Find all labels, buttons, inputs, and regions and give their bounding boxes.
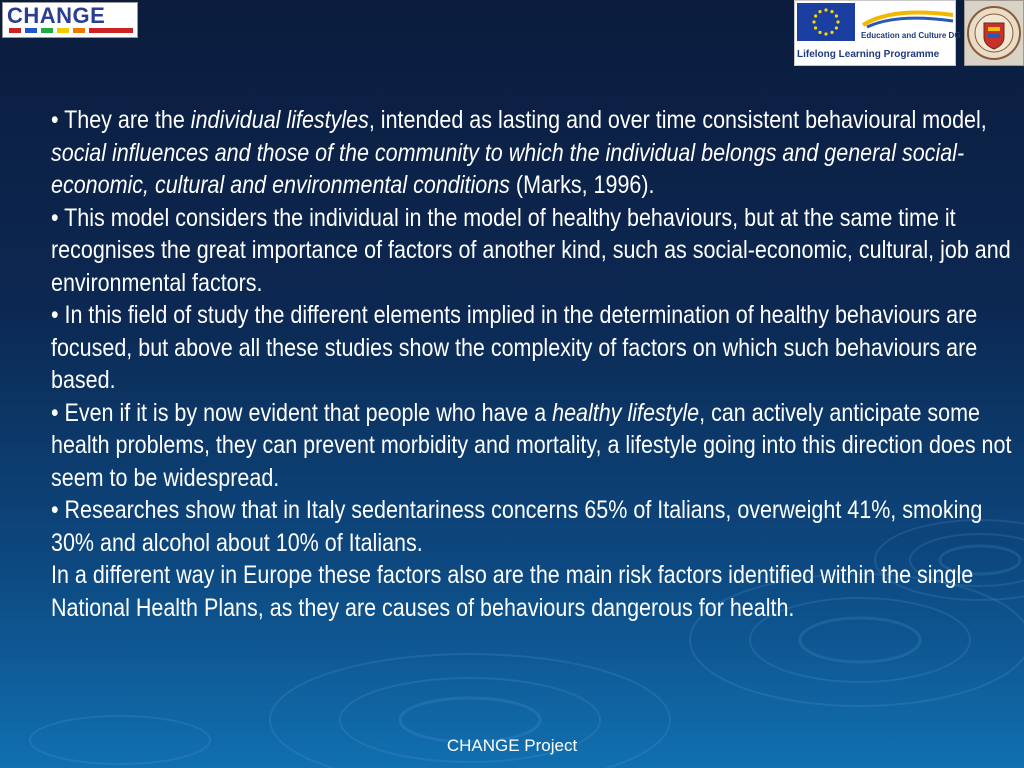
logo-color-bar (89, 28, 133, 33)
logo-color-bar (57, 28, 69, 33)
italic-text: social influences and those of the community to which the individual belongs and general social-economic, cultural and environmental conditions (51, 138, 965, 199)
text-segment: , intended as lasting and over time consistent behavioural model, (368, 106, 987, 134)
text-segment: • Even if it is by now evident that people who have a (51, 398, 553, 427)
education-culture-dg-text: Education and Culture DG (861, 31, 961, 40)
footer-text: CHANGE Project (446, 736, 578, 755)
bullet-paragraph (51, 559, 1014, 624)
text-segment: • This model considers the individual in the model of healthy behaviours, but at the same time it recognises the great importance of factors of another kind, such as social-economic, cultural, job and environmental factors. (51, 203, 1011, 297)
university-seal-icon (964, 0, 1024, 66)
text-segment: • They are the (51, 106, 191, 134)
eu-flag-icon (797, 3, 855, 41)
italic-text: individual lifestyles (190, 106, 369, 134)
bullet-paragraph (51, 299, 1014, 397)
text-segment: • Researches show that in Italy sedentariness concerns 65% of Italians, overweight 41%, smoking 30% and alcohol about 10% of Italians. (51, 496, 983, 557)
bullet-paragraph (51, 397, 1014, 495)
bullet-list (51, 104, 1014, 624)
education-culture-swoosh-icon (861, 5, 955, 29)
bullet-paragraph (51, 494, 1014, 559)
text-segment: In a different way in Europe these factors also are the main risk factors identified within the single National Health Plans, as they are causes of behaviours dangerous for health. (51, 561, 974, 622)
change-logo (2, 2, 138, 38)
bullet-paragraph (51, 104, 1014, 202)
slide-body-text (51, 104, 1012, 624)
text-segment: (Marks, 1996). (509, 171, 655, 199)
change-logo-text: CHANGE (7, 3, 106, 28)
logo-color-bar (9, 28, 21, 33)
text-segment: • In this field of study the different elements implied in the determination of healthy behaviours are focused, but above all these studies show the complexity of factors on which such behaviours are based. (51, 301, 978, 394)
text-segment: , can actively anticipate some health problems, they can prevent morbidity and mortality, a lifestyle going into this direction does not seem to be widespread. (51, 398, 1012, 492)
lifelong-learning-programme-text: Lifelong Learning Programme (797, 49, 940, 60)
logo-color-bar (73, 28, 85, 33)
lifelong-learning-logo (794, 0, 961, 66)
logo-color-bar (25, 28, 37, 33)
italic-text: healthy lifestyle (552, 398, 700, 427)
logo-color-bar (41, 28, 53, 33)
bullet-paragraph (51, 202, 1014, 300)
